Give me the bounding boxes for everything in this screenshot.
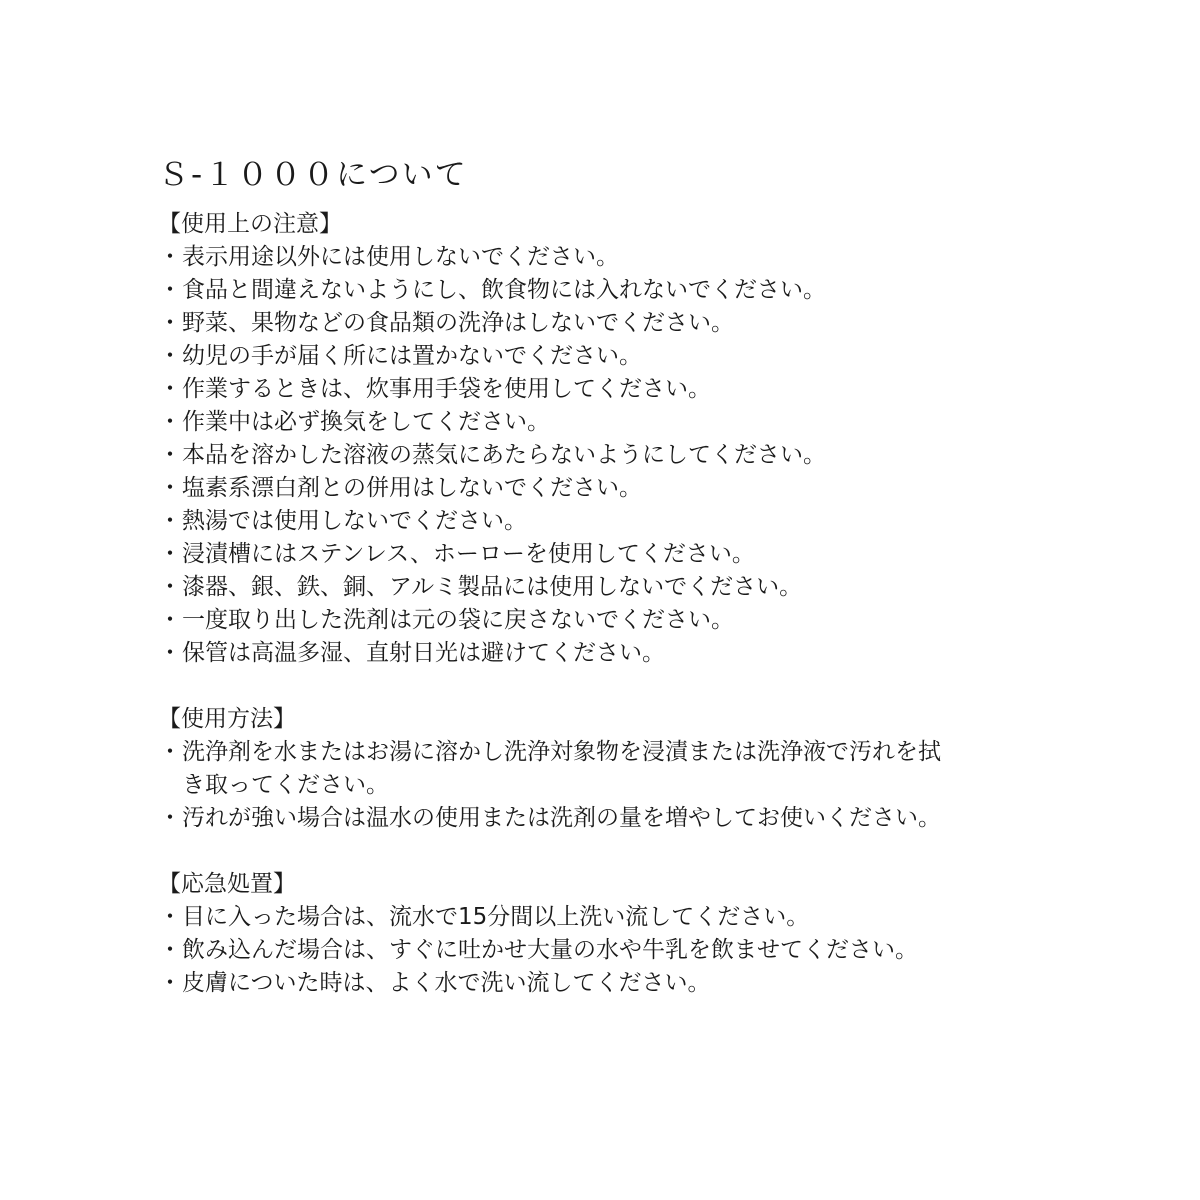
bullet-icon: ・ — [158, 343, 182, 369]
list-item — [158, 505, 1058, 538]
bullet-icon: ・ — [158, 640, 182, 666]
item-list — [158, 241, 1058, 670]
list-item-text: 洗浄剤を水またはお湯に溶かし洗浄対象物を浸漬または洗浄液で汚れを拭 き取ってください。 — [182, 739, 941, 798]
list-item — [158, 274, 1058, 307]
bullet-icon: ・ — [158, 508, 182, 534]
bullet-icon: ・ — [158, 607, 182, 633]
bullet-icon: ・ — [158, 409, 182, 435]
bullet-icon: ・ — [158, 475, 182, 501]
bullet-icon: ・ — [158, 739, 182, 765]
list-item — [158, 406, 1058, 439]
list-item-text: 漆器、銀、鉄、銅、アルミ製品には使用しないでください。 — [182, 574, 803, 600]
list-item-text: 飲み込んだ場合は、すぐに吐かせ大量の水や牛乳を飲ませてください。 — [182, 937, 918, 963]
document-title: Ｓ-１０００について — [158, 157, 468, 193]
list-item-text: 作業中は必ず換気をしてください。 — [182, 409, 550, 435]
list-item-text: 保管は高温多湿、直射日光は避けてください。 — [182, 640, 665, 666]
section-heading: 【応急処置】 — [158, 871, 296, 897]
list-item — [158, 373, 1058, 406]
list-item — [158, 637, 1058, 670]
list-item-text: 食品と間違えないようにし、飲食物には入れないでください。 — [182, 277, 826, 303]
bullet-icon: ・ — [158, 541, 182, 567]
list-item-text: 熱湯では使用しないでください。 — [182, 508, 527, 534]
item-list — [158, 901, 1058, 1000]
section-heading: 【使用方法】 — [158, 706, 296, 732]
list-item-text: 一度取り出した洗剤は元の袋に戻さないでください。 — [182, 607, 734, 633]
list-item — [158, 604, 1058, 637]
list-item — [158, 901, 1058, 934]
list-item-text: 浸漬槽にはステンレス、ホーローを使用してください。 — [182, 541, 755, 567]
document — [158, 152, 1058, 1000]
list-item-text: 幼児の手が届く所には置かないでください。 — [182, 343, 642, 369]
bullet-icon: ・ — [158, 376, 182, 402]
list-item-text: 本品を溶かした溶液の蒸気にあたらないようにしてください。 — [182, 442, 826, 468]
list-item — [158, 241, 1058, 274]
list-item — [158, 571, 1058, 604]
section-3 — [158, 868, 1058, 1000]
bullet-icon: ・ — [158, 937, 182, 963]
list-item-text: 塩素系漂白剤との併用はしないでください。 — [182, 475, 642, 501]
list-item-text: 皮膚についた時は、よく水で洗い流してください。 — [182, 970, 711, 996]
bullet-icon: ・ — [158, 244, 182, 270]
list-item — [158, 538, 1058, 571]
list-item — [158, 802, 1058, 835]
section-2 — [158, 703, 1058, 835]
list-item-text: 目に入った場合は、流水で15分間以上洗い流してください。 — [182, 904, 810, 930]
list-item-text: 表示用途以外には使用しないでください。 — [182, 244, 619, 270]
section-1 — [158, 208, 1058, 670]
list-item — [158, 340, 1058, 373]
bullet-icon: ・ — [158, 904, 182, 930]
bullet-icon: ・ — [158, 310, 182, 336]
list-item-text: 汚れが強い場合は温水の使用または洗剤の量を増やしてお使いください。 — [182, 805, 941, 831]
section-heading: 【使用上の注意】 — [158, 211, 342, 237]
item-list — [158, 736, 1058, 835]
list-item — [158, 736, 1058, 802]
list-item-text: 野菜、果物などの食品類の洗浄はしないでください。 — [182, 310, 734, 336]
list-item — [158, 472, 1058, 505]
bullet-icon: ・ — [158, 277, 182, 303]
bullet-icon: ・ — [158, 970, 182, 996]
bullet-icon: ・ — [158, 805, 182, 831]
list-item — [158, 934, 1058, 967]
sections-container — [158, 208, 1058, 1000]
list-item — [158, 439, 1058, 472]
bullet-icon: ・ — [158, 574, 182, 600]
list-item — [158, 307, 1058, 340]
list-item — [158, 967, 1058, 1000]
list-item-text: 作業するときは、炊事用手袋を使用してください。 — [182, 376, 711, 402]
bullet-icon: ・ — [158, 442, 182, 468]
